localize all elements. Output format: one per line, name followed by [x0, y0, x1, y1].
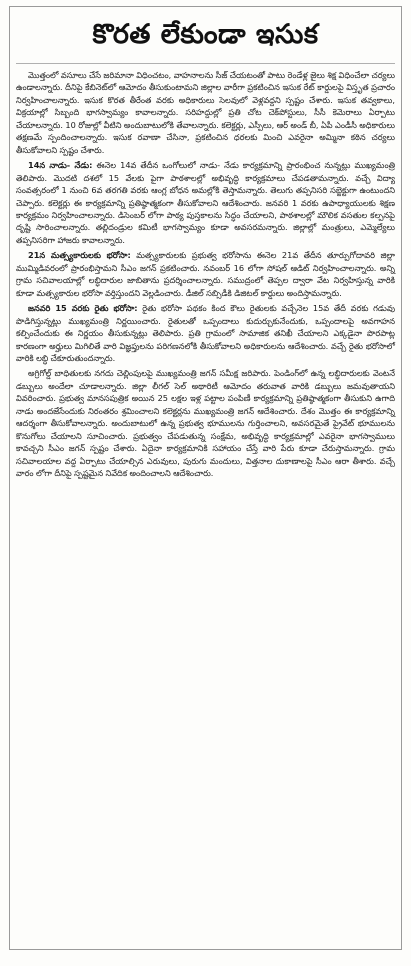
paragraph-lead: 21న మత్స్యకారులకు భరోసా: [28, 250, 131, 261]
article-paragraph [16, 249, 395, 299]
news-clipping [9, 6, 402, 950]
paragraph-text: మత్స్యకారులకు ప్రభుత్వ భరోసాను ఈనెల 21వ తేదీన తూర్పుగోదావరి జిల్లా ముమ్మిడివరంలో ప్రారంభిస్తామని సీఎం జగన్ ప్రకటించారు. నవంబర్ 16 లోగా సోషల్ ఆడిట్ నిర్వహించాలన్నారు. అన్ని గ్రామ సచివాలయాల్లో లబ్ధిదారుల జాబితాను ప్రదర్శించాలన్నారు. సముద్రంలో తెప్పల ద్వారా వేట నిర్వహిస్తున్న వారికి కూడా మత్స్యకారుల భరోసా వర్తిస్తుందని వెల్లడించారు. డీజిల్ సబ్సిడీకి డిజిటల్ కార్డులు అందిస్తామన్నారు. [16, 250, 395, 298]
paragraph-text: ఈనెల 14వ తేదీన ఒంగోలులో నాడు- నేడు కార్యక్రమాన్ని ప్రారంభించ నున్నట్లు ముఖ్యమంత్రి తెలిపారు. మొదటి దశలో 15 వేలకు పైగా పాఠశాలల్లో అభివృద్ధి కార్యక్రమాలు చేపడతామన్నారు. వచ్చే విద్యా సంవత్సరంలో 1 నుంచి 6వ తరగతి వరకు ఆంగ్ల బోధన అమల్లోకి తెస్తామన్నారు. తెలుగు తప్పనిసరి సబ్జెక్టుగా ఉంటుందని చెప్పారు. కలెక్టర్లు ఈ కార్యక్రమాన్ని ప్రతిష్ఠాత్మకంగా తీసుకోవాలని ఆదేశించారు. జనవరి 1 వరకు ఉపాధ్యాయులకు శిక్షణ కార్యక్రమం నిర్వహించాలన్నారు. డిసెంబర్ లోగా పాఠ్య పుస్తకాలను సిద్ధం చేయాలని, పాఠశాలల్లో మౌలిక వసతుల కల్పనపై దృష్టి సారించాలన్నారు. తల్లిదండ్రుల కమిటీ భాగస్వామ్యం కూడా అవసరమన్నారు. జిల్లాల్లో మంత్రులు, ఎమ్మెల్యేలు తప్పనిసరిగా హాజరు కావాలన్నారు. [16, 160, 396, 245]
paragraph-text: అగ్రిగోల్డ్ బాధితులకు నగదు చెల్లింపులపై ముఖ్యమంత్రి జగన్ సమీక్ష జరిపారు. పెండింగ్‌లో ఉన్న లబ్ధిదారులకు వెంటనే డబ్బులు అందేలా చూడాలన్నారు. జిల్లా లీగల్ సెల్ అథారిటీ ఆమోదం తరువాత వారికి డబ్బులు జమవుతాయని వివరించారు. ప్రభుత్వ మానసపుత్రిక అయిన 25 లక్షల ఇళ్ల పట్టాల పంపిణీ కార్యక్రమాన్ని ప్రతిష్ఠాత్మకంగా తీసుకుని ఉగాది నాడు అందజేసేందుకు నిరంతరం శ్రమించాలని కలెక్టర్లను ముఖ్యమంత్రి జగన్ ఆదేశించారు. దేశం మొత్తం ఈ కార్యక్రమాన్ని ఆదర్శంగా తీసుకోవాలన్నారు. అందుబాటులో ఉన్న ప్రభుత్వ భూములను గుర్తించాలని, అవసరమైతే ప్రైవేట్ భూములను కొనుగోలు చేయాలని సూచించారు. ప్రభుత్వం చేపడుతున్న సంక్షేమ, అభివృద్ధి కార్యక్రమాల్లో ఎవరైనా భాగస్వాములు కావచ్చని సీఎం జగన్ స్పష్టం చేశారు. ఏదైనా కార్యక్రమానికి సహాయం చేస్తే వారి పేరు కూడా చేరుస్తామన్నారు. గ్రామ సచివాలయాల వద్ద ఏర్పాటు చేయాల్సిన ఎరువులు, పురుగు మందులు, విత్తనాల దుకాణాలపై సీఎం ఆరా తీశారు. వచ్చే వారం లోగా దీనిపై స్పష్టమైన నివేదిక అందించాలని ఆదేశించారు. [16, 368, 395, 479]
headline: కొరత లేకుండా ఇసుక [16, 7, 395, 64]
article-paragraph [16, 159, 395, 246]
paragraph-text: రైతు భరోసా పథకం కింద కౌలు రైతులకు వచ్చేనెల 15వ తేదీ వరకు గడువు పొడిగిస్తున్నట్లు ముఖ్యమంత్రి నిర్ణయించారు. రైతులతో ఒప్పందాలు కుదుర్చుకునేందుకు, ఒప్పందాలపై అవగాహన కల్పించేందుకు ఈ నిర్ణయం తీసుకున్నట్లు తెలిపారు. ప్రతి గ్రామంలో సామాజిక తనిఖీ చేయాలని ఎక్కడైనా పొరపాట్ల కారణంగా అర్హులు మిగిలితే వారి విజ్ఞప్తులను పరిగణనలోకి తీసుకోవాలని అధికారులను ఆదేశించారు. వచ్చే రైతు భరోసాలో వారికి లబ్ధి చేకూరుతుందన్నారు. [16, 303, 395, 363]
article-paragraph [16, 302, 395, 364]
article-paragraph [16, 367, 395, 479]
article-paragraph [16, 69, 395, 156]
paragraph-lead: జనవరి 15 వరకు రైతు భరోసా: [28, 303, 138, 314]
article-body [16, 64, 395, 480]
paragraph-text: మొత్తంలో వసూలు చేసే జరిమానా విధించటం, వాహనాలను సీజ్ చేయటంతో పాటు రెండేళ్ల జైలు శిక్ష విధించేలా చర్యలు ఉండాలన్నారు. దీనిపై కేబినెట్‌లో ఆమోదం తీసుకుంటామని జిల్లాల వారీగా ప్రకటించిన ఇసుక రేట్ కార్డులపై విస్తృత ప్రచారం నిర్వహించాలన్నారు. ఇసుక కొరత తీరేంత వరకు అధికారులు సెలవులో వెళ్లవద్దని స్పష్టం చేశారు. ఇసుక తవ్వకాలు, విక్రయాల్లో సిబ్బంది భాగస్వామ్యం కావాలన్నారు. సరిహద్దుల్లో ప్రతి చోట చెక్‌పోస్టులు, సీసీ కెమెరాలు ఏర్పాటు చేయాలన్నారు. 10 రోజుల్లో వీటిని అందుబాటులోకి తేవాలన్నారు. కలెక్టర్లు, ఎస్పీలు, ఆర్ అండ్ బీ, ఏపీ ఎండీసీ అధికారులు తక్షణమే స్పందించాలన్నారు. ఇసుక రవాణా చేసినా, ప్రకటించిన ధరలకు మించి ఎవరైనా అమ్మినా కఠిన చర్యలు తీసుకోవాలని స్పష్టం చేశారు. [16, 70, 395, 155]
paragraph-lead: 14న నాడు- నేడు: [28, 160, 93, 171]
